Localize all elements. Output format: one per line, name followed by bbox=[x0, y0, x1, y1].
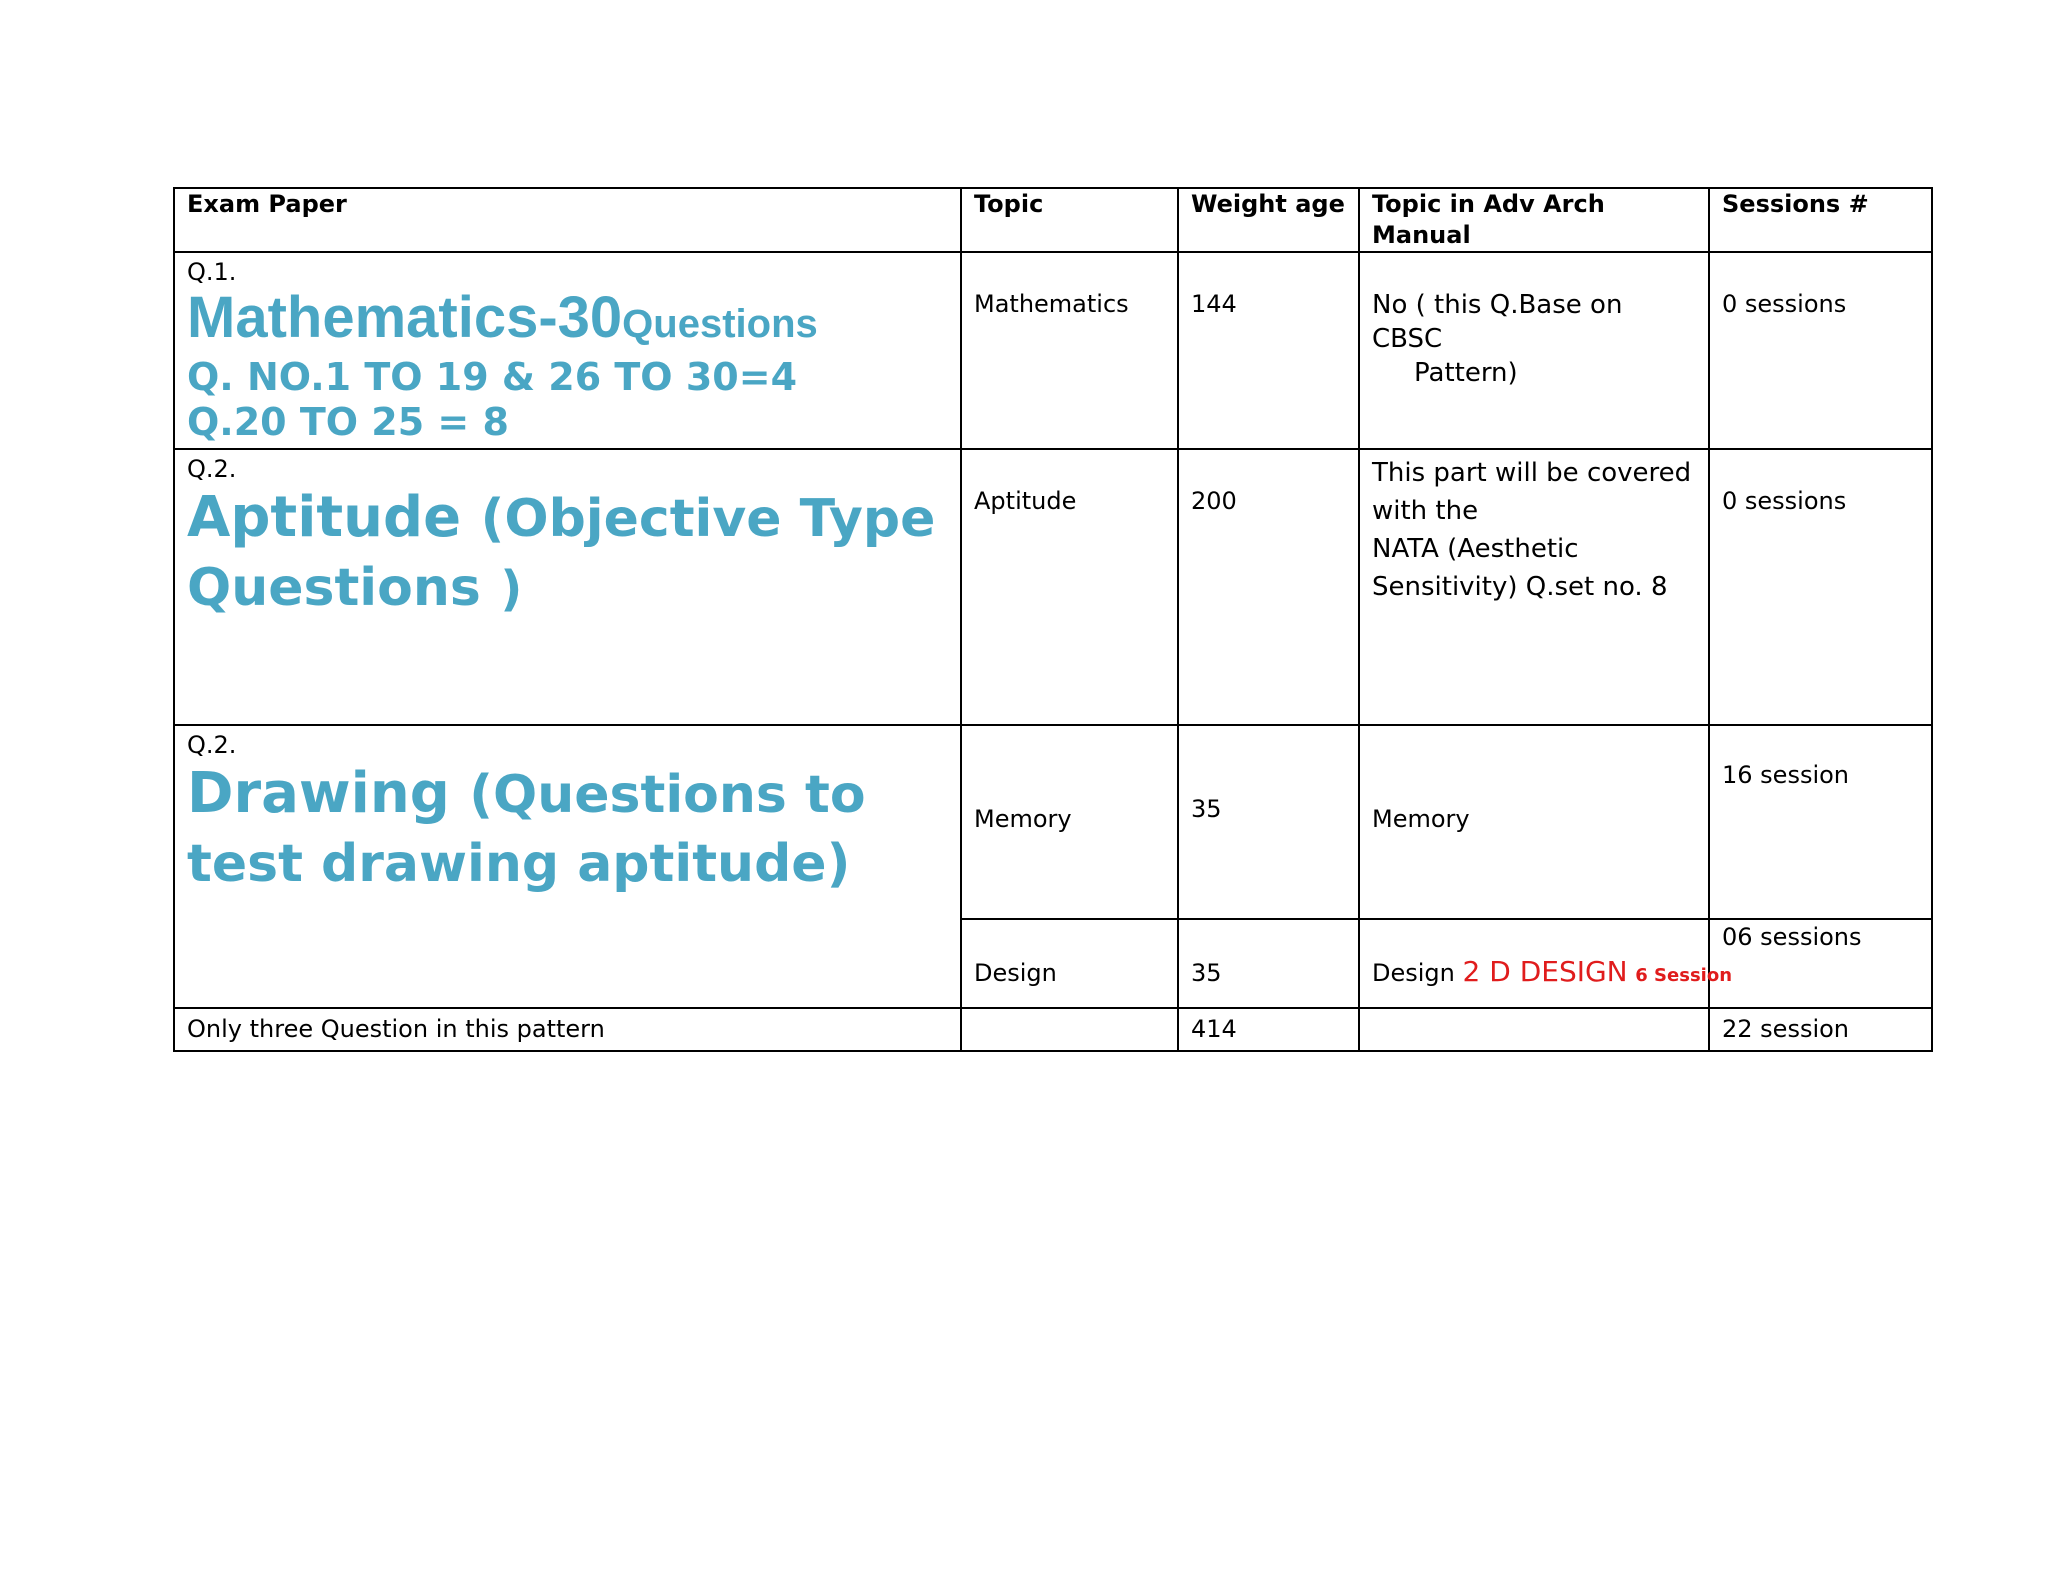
exam-paper-cell-math bbox=[174, 252, 961, 449]
drawing-title-rest: (Questions to test drawing aptitude) bbox=[187, 765, 866, 895]
manual-cell: Memory bbox=[1359, 725, 1709, 919]
math-title-main: Mathematics-30 bbox=[187, 285, 623, 351]
math-title-small: Questions bbox=[622, 302, 818, 347]
footer-note: Only three Question in this pattern bbox=[174, 1008, 961, 1051]
manual-line: NATA (Aesthetic bbox=[1372, 534, 1579, 565]
drawing-title-main: Drawing bbox=[187, 761, 450, 827]
manual-cell bbox=[1359, 252, 1709, 449]
design-red-small: 6 Session bbox=[1635, 965, 1733, 987]
math-title bbox=[187, 287, 948, 355]
aptitude-title-rest: (Objective Type Questions bbox=[187, 489, 936, 619]
footer-sessions-total: 22 session bbox=[1709, 1008, 1932, 1051]
weight-cell: 35 bbox=[1178, 725, 1359, 919]
weight-cell: 144 bbox=[1178, 252, 1359, 449]
manual-line: with the bbox=[1372, 496, 1479, 527]
header-exam-paper: Exam Paper bbox=[174, 188, 961, 252]
header-topic: Topic bbox=[961, 188, 1178, 252]
manual-line: No ( this Q.Base on CBSC bbox=[1372, 290, 1623, 355]
manual-line: Pattern) bbox=[1414, 357, 1518, 388]
footer-empty-topic bbox=[961, 1008, 1178, 1051]
design-prefix: Design bbox=[1372, 959, 1455, 988]
design-red-text: 2 D DESIGN bbox=[1462, 955, 1628, 989]
weight-cell: 200 bbox=[1178, 449, 1359, 725]
sessions-cell: 0 sessions bbox=[1709, 449, 1932, 725]
footer-empty-manual bbox=[1359, 1008, 1709, 1051]
sessions-cell: 0 sessions bbox=[1709, 252, 1932, 449]
manual-line: Sensitivity) Q.set no. 8 bbox=[1372, 572, 1668, 603]
table-footer-row bbox=[174, 1008, 1932, 1051]
question-label: Q.1. bbox=[187, 258, 237, 287]
header-sessions: Sessions # bbox=[1709, 188, 1932, 252]
weight-cell: 35 bbox=[1178, 919, 1359, 1008]
table-row bbox=[174, 252, 1932, 449]
table-row bbox=[174, 725, 1932, 919]
header-topic-manual: Topic in Adv Arch Manual bbox=[1359, 188, 1709, 252]
topic-cell: Aptitude bbox=[961, 449, 1178, 725]
math-sub-1: Q. NO.1 TO 19 & 26 TO 30=4 bbox=[187, 355, 798, 400]
topic-cell: Mathematics bbox=[961, 252, 1178, 449]
exam-paper-cell-drawing bbox=[174, 725, 961, 1008]
aptitude-title-close: ) bbox=[500, 561, 523, 618]
exam-paper-cell-aptitude bbox=[174, 449, 961, 725]
question-label: Q.2. bbox=[187, 455, 237, 484]
question-label: Q.2. bbox=[187, 731, 237, 760]
table-header-row bbox=[174, 188, 1932, 252]
exam-pattern-table bbox=[173, 187, 1933, 1052]
footer-weight-total: 414 bbox=[1178, 1008, 1359, 1051]
drawing-title bbox=[187, 760, 948, 898]
manual-cell bbox=[1359, 449, 1709, 725]
manual-cell bbox=[1359, 919, 1733, 1008]
topic-cell: Design bbox=[961, 919, 1178, 1008]
header-weight-age: Weight age bbox=[1178, 188, 1359, 252]
sessions-cell: 06 sessions bbox=[1709, 919, 1932, 1008]
aptitude-title-main: Aptitude bbox=[187, 485, 462, 551]
table-row bbox=[174, 449, 1932, 725]
manual-line: This part will be covered bbox=[1372, 458, 1692, 489]
aptitude-title bbox=[187, 484, 948, 623]
sessions-cell: 16 session bbox=[1709, 725, 1932, 919]
math-sub-2: Q.20 TO 25 = 8 bbox=[187, 400, 509, 445]
topic-cell: Memory bbox=[961, 725, 1178, 919]
